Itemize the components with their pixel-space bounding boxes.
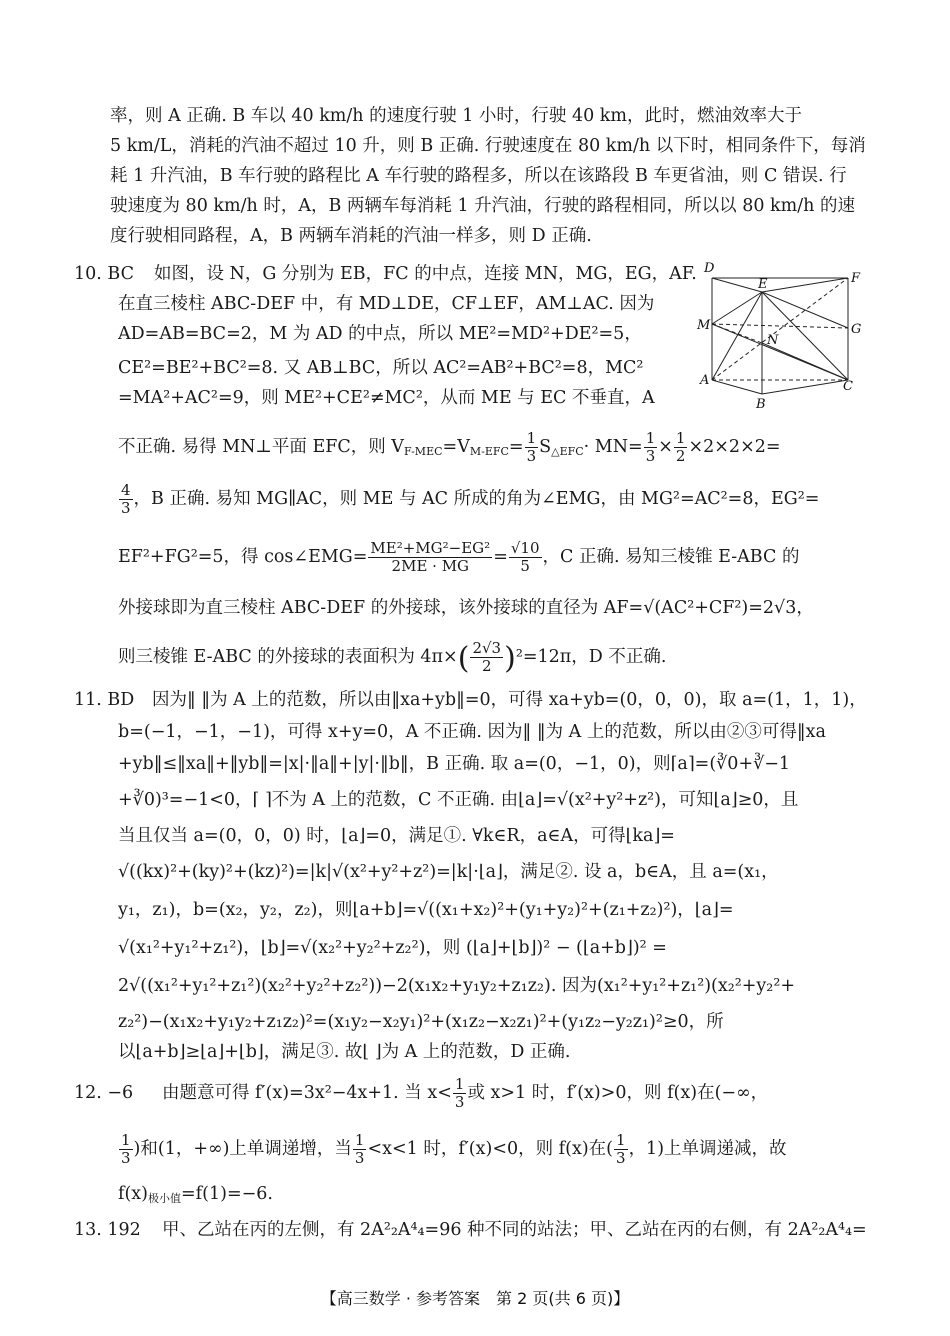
text: 或 x>1 时，f′(x)>0，则 f(x)在(−∞， <box>467 1083 769 1103</box>
fraction <box>119 482 133 517</box>
fraction <box>674 430 688 465</box>
text-line: 率，则 A 正确. B 车以 40 km/h 的速度行驶 1 小时，行驶 40 km，此时，燃油效率大于 <box>110 106 802 126</box>
text: = <box>508 437 524 457</box>
label-F: F <box>851 271 861 286</box>
paren: ( <box>457 641 470 676</box>
denominator: 2ME · MG <box>391 557 470 575</box>
question-number: 13. 192 <box>74 1220 141 1240</box>
question-number: 11. BD <box>74 690 135 710</box>
denominator: 2 <box>481 657 492 675</box>
subscript: F-MEC <box>403 445 443 458</box>
text-line: +yb‖≤‖xa‖+‖yb‖=|x|·‖a‖+|y|·‖b‖，B 正确. 取 a=(0，−1，0)，则⌈a⌉=(∛0+∛−1 <box>118 754 791 774</box>
fraction <box>525 430 539 465</box>
fraction <box>453 1076 467 1111</box>
text: f(x) <box>118 1184 149 1204</box>
text: S <box>539 437 552 457</box>
text: =V <box>442 437 470 457</box>
numerator: √10 <box>510 539 540 557</box>
denominator: 3 <box>354 1149 365 1167</box>
text: 不正确. 易得 MN⊥平面 EFC，则 V <box>118 437 404 457</box>
denominator: 3 <box>645 447 656 465</box>
paren: ) <box>504 641 516 676</box>
text: ×2×2×2= <box>688 437 781 457</box>
text-line: CE²=BE²+BC²=8. 又 AB⊥BC，所以 AC²=AB²+BC²=8，MC² <box>118 358 644 378</box>
label-G: G <box>851 322 862 337</box>
text-line: +∛0)³=−1<0，⌈ ⌉不为 A 上的范数，C 不正确. 由⌊a⌋=√(x²+y²+z²)，可知⌊a⌋≥0，且 <box>118 790 799 810</box>
text-line <box>162 1072 768 1114</box>
text: · MN= <box>583 437 643 457</box>
denominator: 3 <box>121 1149 131 1167</box>
numerator: 1 <box>454 1075 465 1093</box>
text-line: 当且仅当 a=(0，0，0) 时，⌊a⌋=0，满足①. ∀k∈R，a∈A，可得⌊ka⌋= <box>118 826 675 846</box>
text: ，C 正确. 易知三棱锥 E-ABC 的 <box>542 547 800 567</box>
text-line: 5 km/L，消耗的汽油不超过 10 升，则 B 正确. 行驶速度在 80 km/h 以下时，相同条件下，每消 <box>110 136 866 156</box>
label-E: E <box>758 277 768 292</box>
text-line: 甲、乙站在丙的左侧，有 2A²₂A⁴₄=96 种不同的站法；甲、乙站在丙的右侧，有 2A²₂A⁴₄= <box>162 1220 867 1240</box>
text-line: 耗 1 升汽油，B 车行驶的路程比 A 车行驶的路程多，所以在该路段 B 车更省油，则 C 错误. 行 <box>110 166 847 186</box>
text: =f(1)=−6. <box>181 1184 273 1204</box>
numerator: 4 <box>121 481 131 499</box>
text-line <box>118 478 819 520</box>
numerator: 1 <box>121 1131 131 1149</box>
text: 则三棱锥 E-ABC 的外接球的表面积为 4π× <box>118 647 458 667</box>
denominator: 3 <box>121 499 131 517</box>
denominator: 3 <box>616 1149 626 1167</box>
subscript: △EFC <box>551 445 584 458</box>
numerator: 1 <box>616 1131 626 1149</box>
text-line: 外接球即为直三棱柱 ABC-DEF 的外接球，该外接球的直径为 AF=√(AC²+CF²)=2√3， <box>118 598 814 618</box>
text-line: =MA²+AC²=9，则 ME²+CE²≠MC²，从而 ME 与 EC 不垂直，A <box>118 388 655 408</box>
text-line: 如图，设 N，G 分别为 EB，FC 的中点，连接 MN，MG，EG，AF. <box>154 264 697 284</box>
text: 由题意可得 f′(x)=3x²−4x+1. 当 x< <box>162 1083 452 1103</box>
label-A: A <box>700 373 710 388</box>
text-line-surface <box>118 636 666 680</box>
text-line: 度行驶相同路程，A，B 两辆车消耗的汽油一样多，则 D 正确. <box>110 226 592 246</box>
fraction <box>368 540 492 575</box>
text-line: 在直三棱柱 ABC-DEF 中，有 MD⊥DE，CF⊥EF，AM⊥AC. 因为 <box>118 294 655 314</box>
fraction <box>353 1132 367 1167</box>
subscript: 极小值 <box>148 1192 182 1205</box>
text-line: 因为‖ ‖为 A 上的范数，所以由‖xa+yb‖=0，可得 xa+yb=(0，0，0)，取 a=(1，1，1)， <box>152 690 867 710</box>
numerator: ME²+MG²−EG² <box>370 539 491 557</box>
fraction <box>644 430 658 465</box>
text: EF²+FG²=5，得 cos∠EMG= <box>118 547 368 567</box>
text: × <box>658 437 673 457</box>
prism-diagram <box>694 258 870 418</box>
label-D: D <box>704 261 715 276</box>
text-line: AD=AB=BC=2，M 为 AD 的中点，所以 ME²=MD²+DE²=5， <box>118 324 642 344</box>
subscript: M-EFC <box>469 445 509 458</box>
denominator: 2 <box>675 447 686 465</box>
text: = <box>493 547 508 567</box>
text-line <box>118 1182 273 1211</box>
text: ，B 正确. 易知 MG∥AC，则 ME 与 AC 所成的角为∠EMG，由 MG²=AC²=8，EG²= <box>133 489 820 509</box>
fraction <box>509 540 542 575</box>
fraction <box>470 640 503 675</box>
numerator: 1 <box>675 429 686 447</box>
numerator: 2√3 <box>472 639 502 657</box>
text: <x<1 时，f′(x)<0，则 f(x)在( <box>367 1139 614 1159</box>
text: ，1)上单调递减，故 <box>628 1139 787 1159</box>
text-line: 驶速度为 80 km/h 时，A，B 两辆车每消耗 1 升汽油，行驶的路程相同，所以以 80 km/h 的速 <box>110 196 855 216</box>
question-number: 12. −6 <box>74 1083 134 1103</box>
numerator: 1 <box>645 429 656 447</box>
text-line-volume <box>118 426 781 473</box>
text-line: √((kx)²+(ky)²+(kz)²)=|k|√(x²+y²+z²)=|k|·⌊a⌋，满足②. 设 a，b∈A，且 a=(x₁， <box>118 862 779 882</box>
denominator: 3 <box>454 1093 465 1111</box>
denominator: 5 <box>520 557 530 575</box>
question-number: 10. BC <box>74 264 134 284</box>
text-line <box>118 1128 787 1170</box>
text-line: √(x₁²+y₁²+z₁²)，⌊b⌋=√(x₂²+y₂²+z₂²)，则 (⌊a⌋+⌊b⌋)² − (⌊a+b⌋)² = <box>118 938 667 958</box>
page-footer: 【高三数学 · 参考答案 第 2 页(共 6 页)】 <box>320 1289 630 1308</box>
label-M: M <box>697 318 711 333</box>
text: ²=12π，D 不正确. <box>515 647 667 667</box>
label-B: B <box>756 397 766 412</box>
text-line: b=(−1，−1，−1)，可得 x+y=0，A 不正确. 因为‖ ‖为 A 上的范数，所以由②③可得‖xa <box>118 722 826 742</box>
fraction <box>119 1132 133 1167</box>
prism-figure <box>694 258 870 418</box>
text: )和(1，+∞)上单调递增，当 <box>133 1139 352 1159</box>
fraction <box>614 1132 628 1167</box>
numerator: 1 <box>526 429 537 447</box>
denominator: 3 <box>526 447 537 465</box>
text-line-cos <box>118 536 799 578</box>
text-line: y₁，z₁)，b=(x₂，y₂，z₂)，则⌊a+b⌋=√((x₁+x₂)²+(y₁+y₂)²+(z₁+z₂)²)，⌊a⌋= <box>118 900 734 920</box>
text-line: 2√((x₁²+y₁²+z₁²)(x₂²+y₂²+z₂²))−2(x₁x₂+y₁y₂+z₁z₂). 因为(x₁²+y₁²+z₁²)(x₂²+y₂²+ <box>118 976 796 996</box>
label-C: C <box>843 379 853 394</box>
text-line: z₂²)−(x₁x₂+y₁y₂+z₁z₂)²=(x₁y₂−x₂y₁)²+(x₁z₂−x₂z₁)²+(y₁z₂−y₂z₁)²≥0，所 <box>118 1012 724 1032</box>
label-N: N <box>767 333 779 348</box>
numerator: 1 <box>354 1131 365 1149</box>
text-line: 以⌊a+b⌋≥⌊a⌋+⌊b⌋，满足③. 故⌊ ⌋为 A 上的范数，D 正确. <box>118 1042 571 1062</box>
